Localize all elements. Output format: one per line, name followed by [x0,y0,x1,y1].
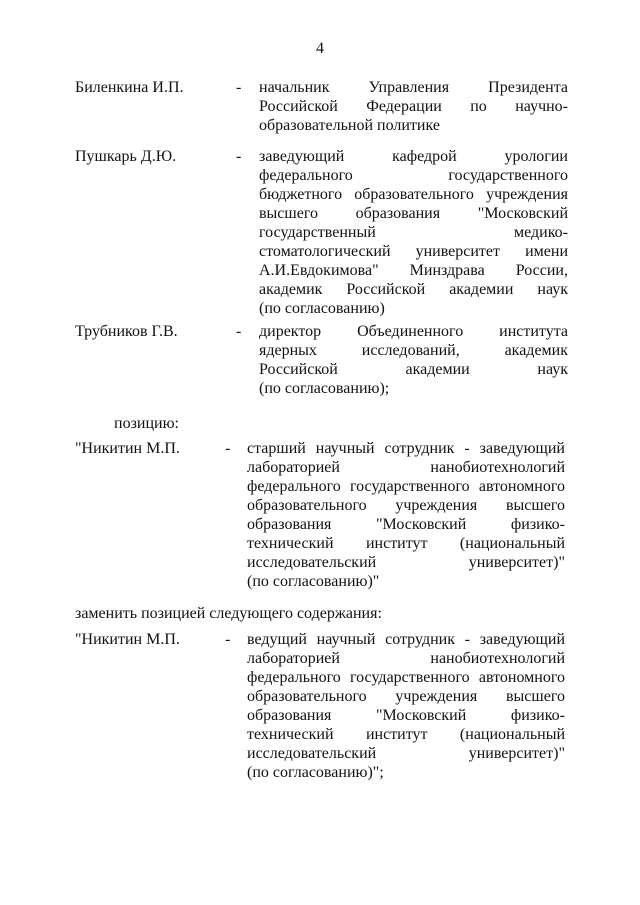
description-line: исследовательский университет)" [247,745,565,762]
member-dash: - [225,440,231,457]
description-line: лабораторией нанобиотехнологий [247,459,565,476]
new-position-entry [0,630,640,785]
description-line: образования "Московский физико- [247,707,565,724]
old-position-entry [0,439,640,594]
description-line: образовательной политике [259,117,440,134]
description-line: стоматологический университет имени [259,243,568,260]
description-line: директор Объединенного института [259,323,568,340]
member-dash: - [225,631,231,648]
member-description [259,147,568,318]
description-line: академик Российской академии наук [259,281,568,298]
member-description [247,439,565,591]
member-description [247,630,565,782]
description-line: федерального государственного автономного [247,669,565,686]
description-line: старший научный сотрудник - заведующий [247,440,565,457]
description-line: технический институт (национальный [247,535,565,552]
member-dash: - [236,79,242,96]
description-line: бюджетного образовательного учреждения [259,186,568,203]
description-line: высшего образования "Московский [259,205,568,222]
member-name: "Никитин М.П. [75,631,180,648]
member-name: "Никитин М.П. [75,440,180,457]
description-line: начальник Управления Президента [259,79,568,96]
description-line: (по согласованию)" [247,573,380,590]
member-entry-bilenkina [0,78,640,138]
description-line: ядерных исследований, академик [259,342,568,359]
position-label: позицию: [114,415,179,432]
description-line: (по согласованию); [259,380,390,397]
description-line: Российской академии наук [259,361,568,378]
description-line: исследовательский университет)" [247,554,565,571]
description-line: образовательного учреждения высшего [247,688,565,705]
member-description [259,78,568,135]
member-name: Трубников Г.В. [75,323,178,340]
member-dash: - [236,323,242,340]
description-line: лабораторией нанобиотехнологий [247,650,565,667]
member-entry-pushkar [0,147,640,322]
description-line: (по согласованию)"; [247,764,384,781]
description-line: (по согласованию) [259,300,385,317]
description-line: федерального государственного автономного [247,478,565,495]
description-line: ведущий научный сотрудник - заведующий [247,631,565,648]
description-line: государственный медико- [259,224,568,241]
page-number: 4 [316,40,324,57]
member-dash: - [236,148,242,165]
member-description [259,322,568,398]
description-line: образовательного учреждения высшего [247,497,565,514]
description-line: технический институт (национальный [247,726,565,743]
replace-label: заменить позицией следующего содержания: [75,605,382,622]
description-line: Российской Федерации по научно- [259,98,568,115]
description-line: образования "Московский физико- [247,516,565,533]
description-line: федерального государственного [259,167,568,184]
description-line: заведующий кафедрой урологии [259,148,568,165]
member-entry-trubnikov [0,322,640,402]
member-name: Биленкина И.П. [75,79,184,96]
description-line: А.И.Евдокимова" Минздрава России, [259,262,568,279]
member-name: Пушкарь Д.Ю. [75,148,177,165]
